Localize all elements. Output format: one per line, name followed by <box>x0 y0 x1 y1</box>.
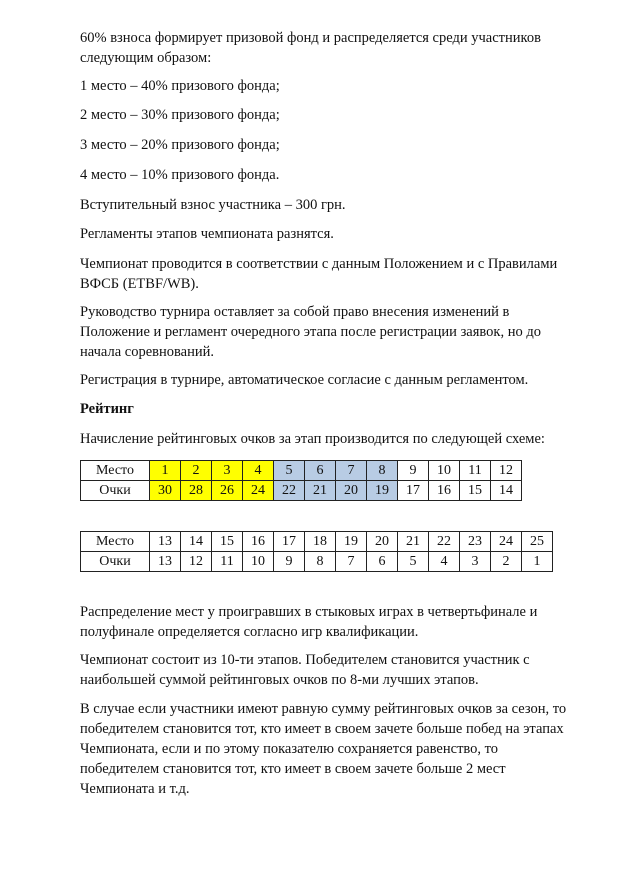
place-cell: 1 <box>150 461 181 481</box>
points-cell: 8 <box>305 552 336 572</box>
paragraph-stage-rules: Регламенты этапов чемпионата разнятся. <box>80 226 334 242</box>
paragraph-place-1: 1 место – 40% призового фонда; <box>80 78 280 94</box>
points-cell: 2 <box>491 552 522 572</box>
points-cell: 20 <box>336 481 367 501</box>
row-label-points: Очки <box>81 481 150 501</box>
place-cell: 11 <box>460 461 491 481</box>
points-cell: 3 <box>460 552 491 572</box>
row-label-place: Место <box>81 532 150 552</box>
rating-intro: Начисление рейтинговых очков за этап производится по следующей схеме: <box>80 431 545 447</box>
row-label-points: Очки <box>81 552 150 572</box>
points-cell: 13 <box>150 552 181 572</box>
paragraph-management-rights: Руководство турнира оставляет за собой право внесения изменений в Положение и регламент очередного этапа после регистрации заявок, но до начала соревнований. <box>80 304 541 360</box>
points-cell: 4 <box>429 552 460 572</box>
points-cell: 7 <box>336 552 367 572</box>
points-cell: 28 <box>181 481 212 501</box>
points-cell: 19 <box>367 481 398 501</box>
points-cell: 12 <box>181 552 212 572</box>
points-cell: 22 <box>274 481 305 501</box>
points-cell: 15 <box>460 481 491 501</box>
rating-table-2 <box>80 531 553 572</box>
paragraph-place-2: 2 место – 30% призового фонда; <box>80 107 280 123</box>
points-cell: 9 <box>274 552 305 572</box>
table-row-points <box>81 481 522 501</box>
points-cell: 11 <box>212 552 243 572</box>
paragraph-registration: Регистрация в турнире, автоматическое согласие с данным регламентом. <box>80 372 529 388</box>
table-row-points <box>81 552 553 572</box>
paragraph-place-4: 4 место – 10% призового фонда. <box>80 167 280 183</box>
paragraph-rules-compliance: Чемпионат проводится в соответствии с данным Положением и с Правилами ВФСБ (ETBF/WB). <box>80 256 558 292</box>
points-cell: 17 <box>398 481 429 501</box>
place-cell: 23 <box>460 532 491 552</box>
paragraph-place-3: 3 место – 20% призового фонда; <box>80 137 280 153</box>
paragraph-entry-fee: Вступительный взнос участника – 300 грн. <box>80 197 346 213</box>
place-cell: 25 <box>522 532 553 552</box>
points-cell: 6 <box>367 552 398 572</box>
paragraph-prize-fund: 60% взноса формирует призовой фонд и распределяется среди участников следующим образом: <box>80 30 541 66</box>
paragraph-tiebreak: В случае если участники имеют равную сумму рейтинговых очков за сезон, то победителем становится тот, кто имеет в своем зачете больше побед на этапах Чемпионата, если и по этому показателю сохраняется равенство, то победителем становится тот, кто имеет в своем зачете больше 2 мест Чемпионата и т.д. <box>80 701 567 797</box>
place-cell: 10 <box>429 461 460 481</box>
place-cell: 3 <box>212 461 243 481</box>
points-cell: 24 <box>243 481 274 501</box>
points-cell: 21 <box>305 481 336 501</box>
rating-table-1 <box>80 460 522 501</box>
place-cell: 21 <box>398 532 429 552</box>
points-cell: 26 <box>212 481 243 501</box>
place-cell: 20 <box>367 532 398 552</box>
place-cell: 22 <box>429 532 460 552</box>
place-cell: 15 <box>212 532 243 552</box>
points-cell: 30 <box>150 481 181 501</box>
place-cell: 7 <box>336 461 367 481</box>
row-label-place: Место <box>81 461 150 481</box>
place-cell: 12 <box>491 461 522 481</box>
place-cell: 19 <box>336 532 367 552</box>
place-cell: 17 <box>274 532 305 552</box>
place-cell: 6 <box>305 461 336 481</box>
points-cell: 16 <box>429 481 460 501</box>
table-row-places <box>81 461 522 481</box>
place-cell: 4 <box>243 461 274 481</box>
place-cell: 13 <box>150 532 181 552</box>
place-cell: 24 <box>491 532 522 552</box>
points-cell: 5 <box>398 552 429 572</box>
paragraph-stages-count: Чемпионат состоит из 10-ти этапов. Победителем становится участник с наибольшей суммой рейтинговых очков по 8-ми лучших этапов. <box>80 652 530 688</box>
place-cell: 8 <box>367 461 398 481</box>
rating-heading: Рейтинг <box>80 401 134 417</box>
place-cell: 18 <box>305 532 336 552</box>
points-cell: 10 <box>243 552 274 572</box>
table-row-places <box>81 532 553 552</box>
place-cell: 9 <box>398 461 429 481</box>
points-cell: 14 <box>491 481 522 501</box>
place-cell: 16 <box>243 532 274 552</box>
place-cell: 5 <box>274 461 305 481</box>
points-cell: 1 <box>522 552 553 572</box>
place-cell: 14 <box>181 532 212 552</box>
place-cell: 2 <box>181 461 212 481</box>
paragraph-playoff-places: Распределение мест у проигравших в стыковых играх в четвертьфинале и полуфинале определяется согласно игр квалификации. <box>80 604 538 640</box>
